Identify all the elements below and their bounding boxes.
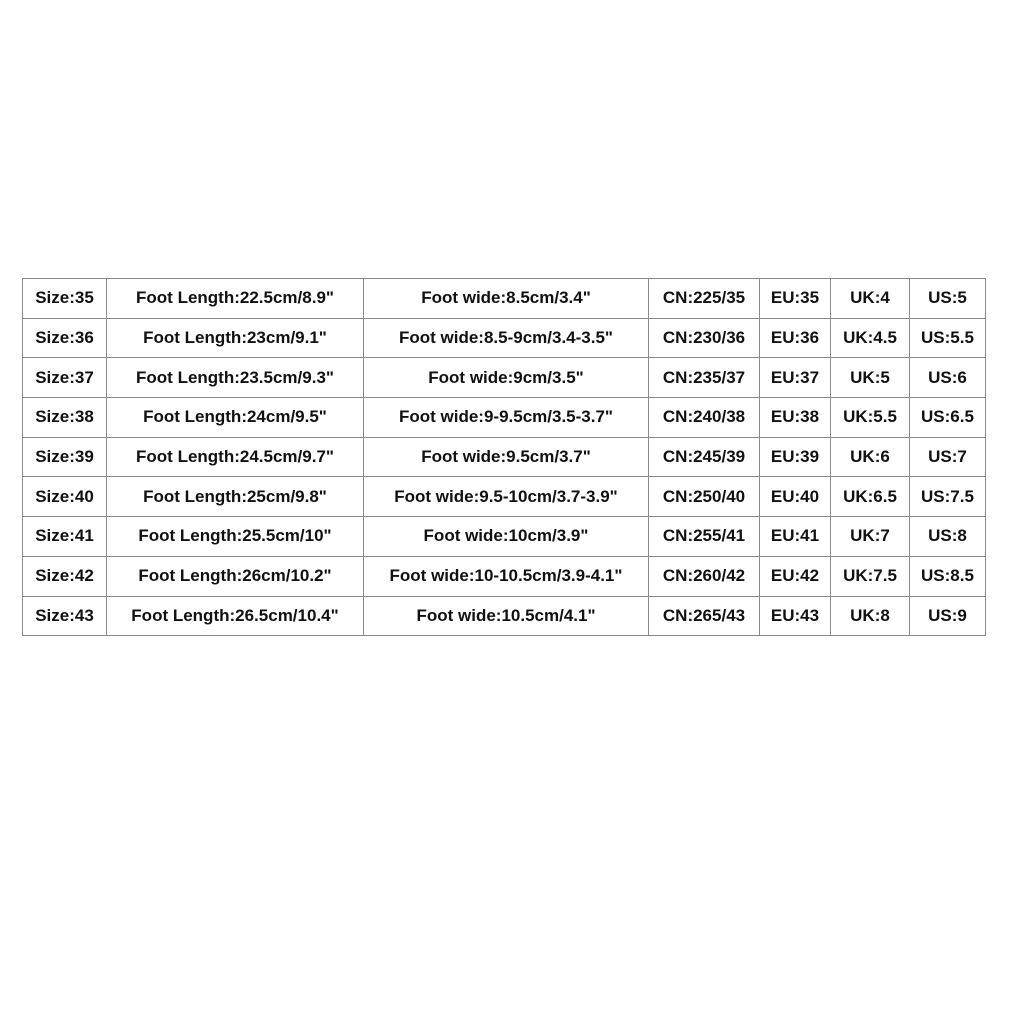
size-cell: Size:40 xyxy=(23,477,107,517)
eu-size-cell: EU:39 xyxy=(760,437,831,477)
us-size-cell: US:7.5 xyxy=(910,477,986,517)
eu-size-cell: EU:35 xyxy=(760,279,831,319)
size-chart-table xyxy=(22,278,986,636)
foot-wide-cell: Foot wide:8.5-9cm/3.4-3.5" xyxy=(364,318,649,358)
foot-wide-cell: Foot wide:9.5cm/3.7" xyxy=(364,437,649,477)
us-size-cell: US:8.5 xyxy=(910,556,986,596)
foot-length-cell: Foot Length:26.5cm/10.4" xyxy=(107,596,364,636)
us-size-cell: US:6 xyxy=(910,358,986,398)
uk-size-cell: UK:5.5 xyxy=(831,398,910,438)
cn-size-cell: CN:265/43 xyxy=(649,596,760,636)
foot-wide-cell: Foot wide:9-9.5cm/3.5-3.7" xyxy=(364,398,649,438)
uk-size-cell: UK:7.5 xyxy=(831,556,910,596)
table-row xyxy=(23,517,986,557)
size-cell: Size:38 xyxy=(23,398,107,438)
foot-length-cell: Foot Length:26cm/10.2" xyxy=(107,556,364,596)
foot-length-cell: Foot Length:25cm/9.8" xyxy=(107,477,364,517)
table-row xyxy=(23,596,986,636)
cn-size-cell: CN:235/37 xyxy=(649,358,760,398)
cn-size-cell: CN:230/36 xyxy=(649,318,760,358)
us-size-cell: US:5 xyxy=(910,279,986,319)
us-size-cell: US:9 xyxy=(910,596,986,636)
table-row xyxy=(23,437,986,477)
cn-size-cell: CN:250/40 xyxy=(649,477,760,517)
uk-size-cell: UK:5 xyxy=(831,358,910,398)
us-size-cell: US:6.5 xyxy=(910,398,986,438)
size-cell: Size:35 xyxy=(23,279,107,319)
us-size-cell: US:7 xyxy=(910,437,986,477)
us-size-cell: US:8 xyxy=(910,517,986,557)
foot-wide-cell: Foot wide:10cm/3.9" xyxy=(364,517,649,557)
foot-wide-cell: Foot wide:10-10.5cm/3.9-4.1" xyxy=(364,556,649,596)
eu-size-cell: EU:40 xyxy=(760,477,831,517)
eu-size-cell: EU:41 xyxy=(760,517,831,557)
cn-size-cell: CN:245/39 xyxy=(649,437,760,477)
uk-size-cell: UK:8 xyxy=(831,596,910,636)
table-row xyxy=(23,318,986,358)
table-row xyxy=(23,398,986,438)
cn-size-cell: CN:260/42 xyxy=(649,556,760,596)
foot-length-cell: Foot Length:25.5cm/10" xyxy=(107,517,364,557)
foot-length-cell: Foot Length:24.5cm/9.7" xyxy=(107,437,364,477)
foot-length-cell: Foot Length:22.5cm/8.9" xyxy=(107,279,364,319)
table-row xyxy=(23,477,986,517)
uk-size-cell: UK:6.5 xyxy=(831,477,910,517)
cn-size-cell: CN:240/38 xyxy=(649,398,760,438)
foot-wide-cell: Foot wide:10.5cm/4.1" xyxy=(364,596,649,636)
foot-wide-cell: Foot wide:9cm/3.5" xyxy=(364,358,649,398)
eu-size-cell: EU:38 xyxy=(760,398,831,438)
eu-size-cell: EU:42 xyxy=(760,556,831,596)
size-cell: Size:42 xyxy=(23,556,107,596)
table-row xyxy=(23,358,986,398)
table-row xyxy=(23,556,986,596)
eu-size-cell: EU:37 xyxy=(760,358,831,398)
uk-size-cell: UK:4.5 xyxy=(831,318,910,358)
us-size-cell: US:5.5 xyxy=(910,318,986,358)
size-cell: Size:43 xyxy=(23,596,107,636)
size-cell: Size:37 xyxy=(23,358,107,398)
foot-length-cell: Foot Length:24cm/9.5" xyxy=(107,398,364,438)
eu-size-cell: EU:36 xyxy=(760,318,831,358)
uk-size-cell: UK:6 xyxy=(831,437,910,477)
size-cell: Size:39 xyxy=(23,437,107,477)
foot-length-cell: Foot Length:23cm/9.1" xyxy=(107,318,364,358)
size-cell: Size:36 xyxy=(23,318,107,358)
uk-size-cell: UK:4 xyxy=(831,279,910,319)
table-row xyxy=(23,279,986,319)
uk-size-cell: UK:7 xyxy=(831,517,910,557)
size-cell: Size:41 xyxy=(23,517,107,557)
foot-length-cell: Foot Length:23.5cm/9.3" xyxy=(107,358,364,398)
eu-size-cell: EU:43 xyxy=(760,596,831,636)
cn-size-cell: CN:225/35 xyxy=(649,279,760,319)
foot-wide-cell: Foot wide:9.5-10cm/3.7-3.9" xyxy=(364,477,649,517)
foot-wide-cell: Foot wide:8.5cm/3.4" xyxy=(364,279,649,319)
cn-size-cell: CN:255/41 xyxy=(649,517,760,557)
